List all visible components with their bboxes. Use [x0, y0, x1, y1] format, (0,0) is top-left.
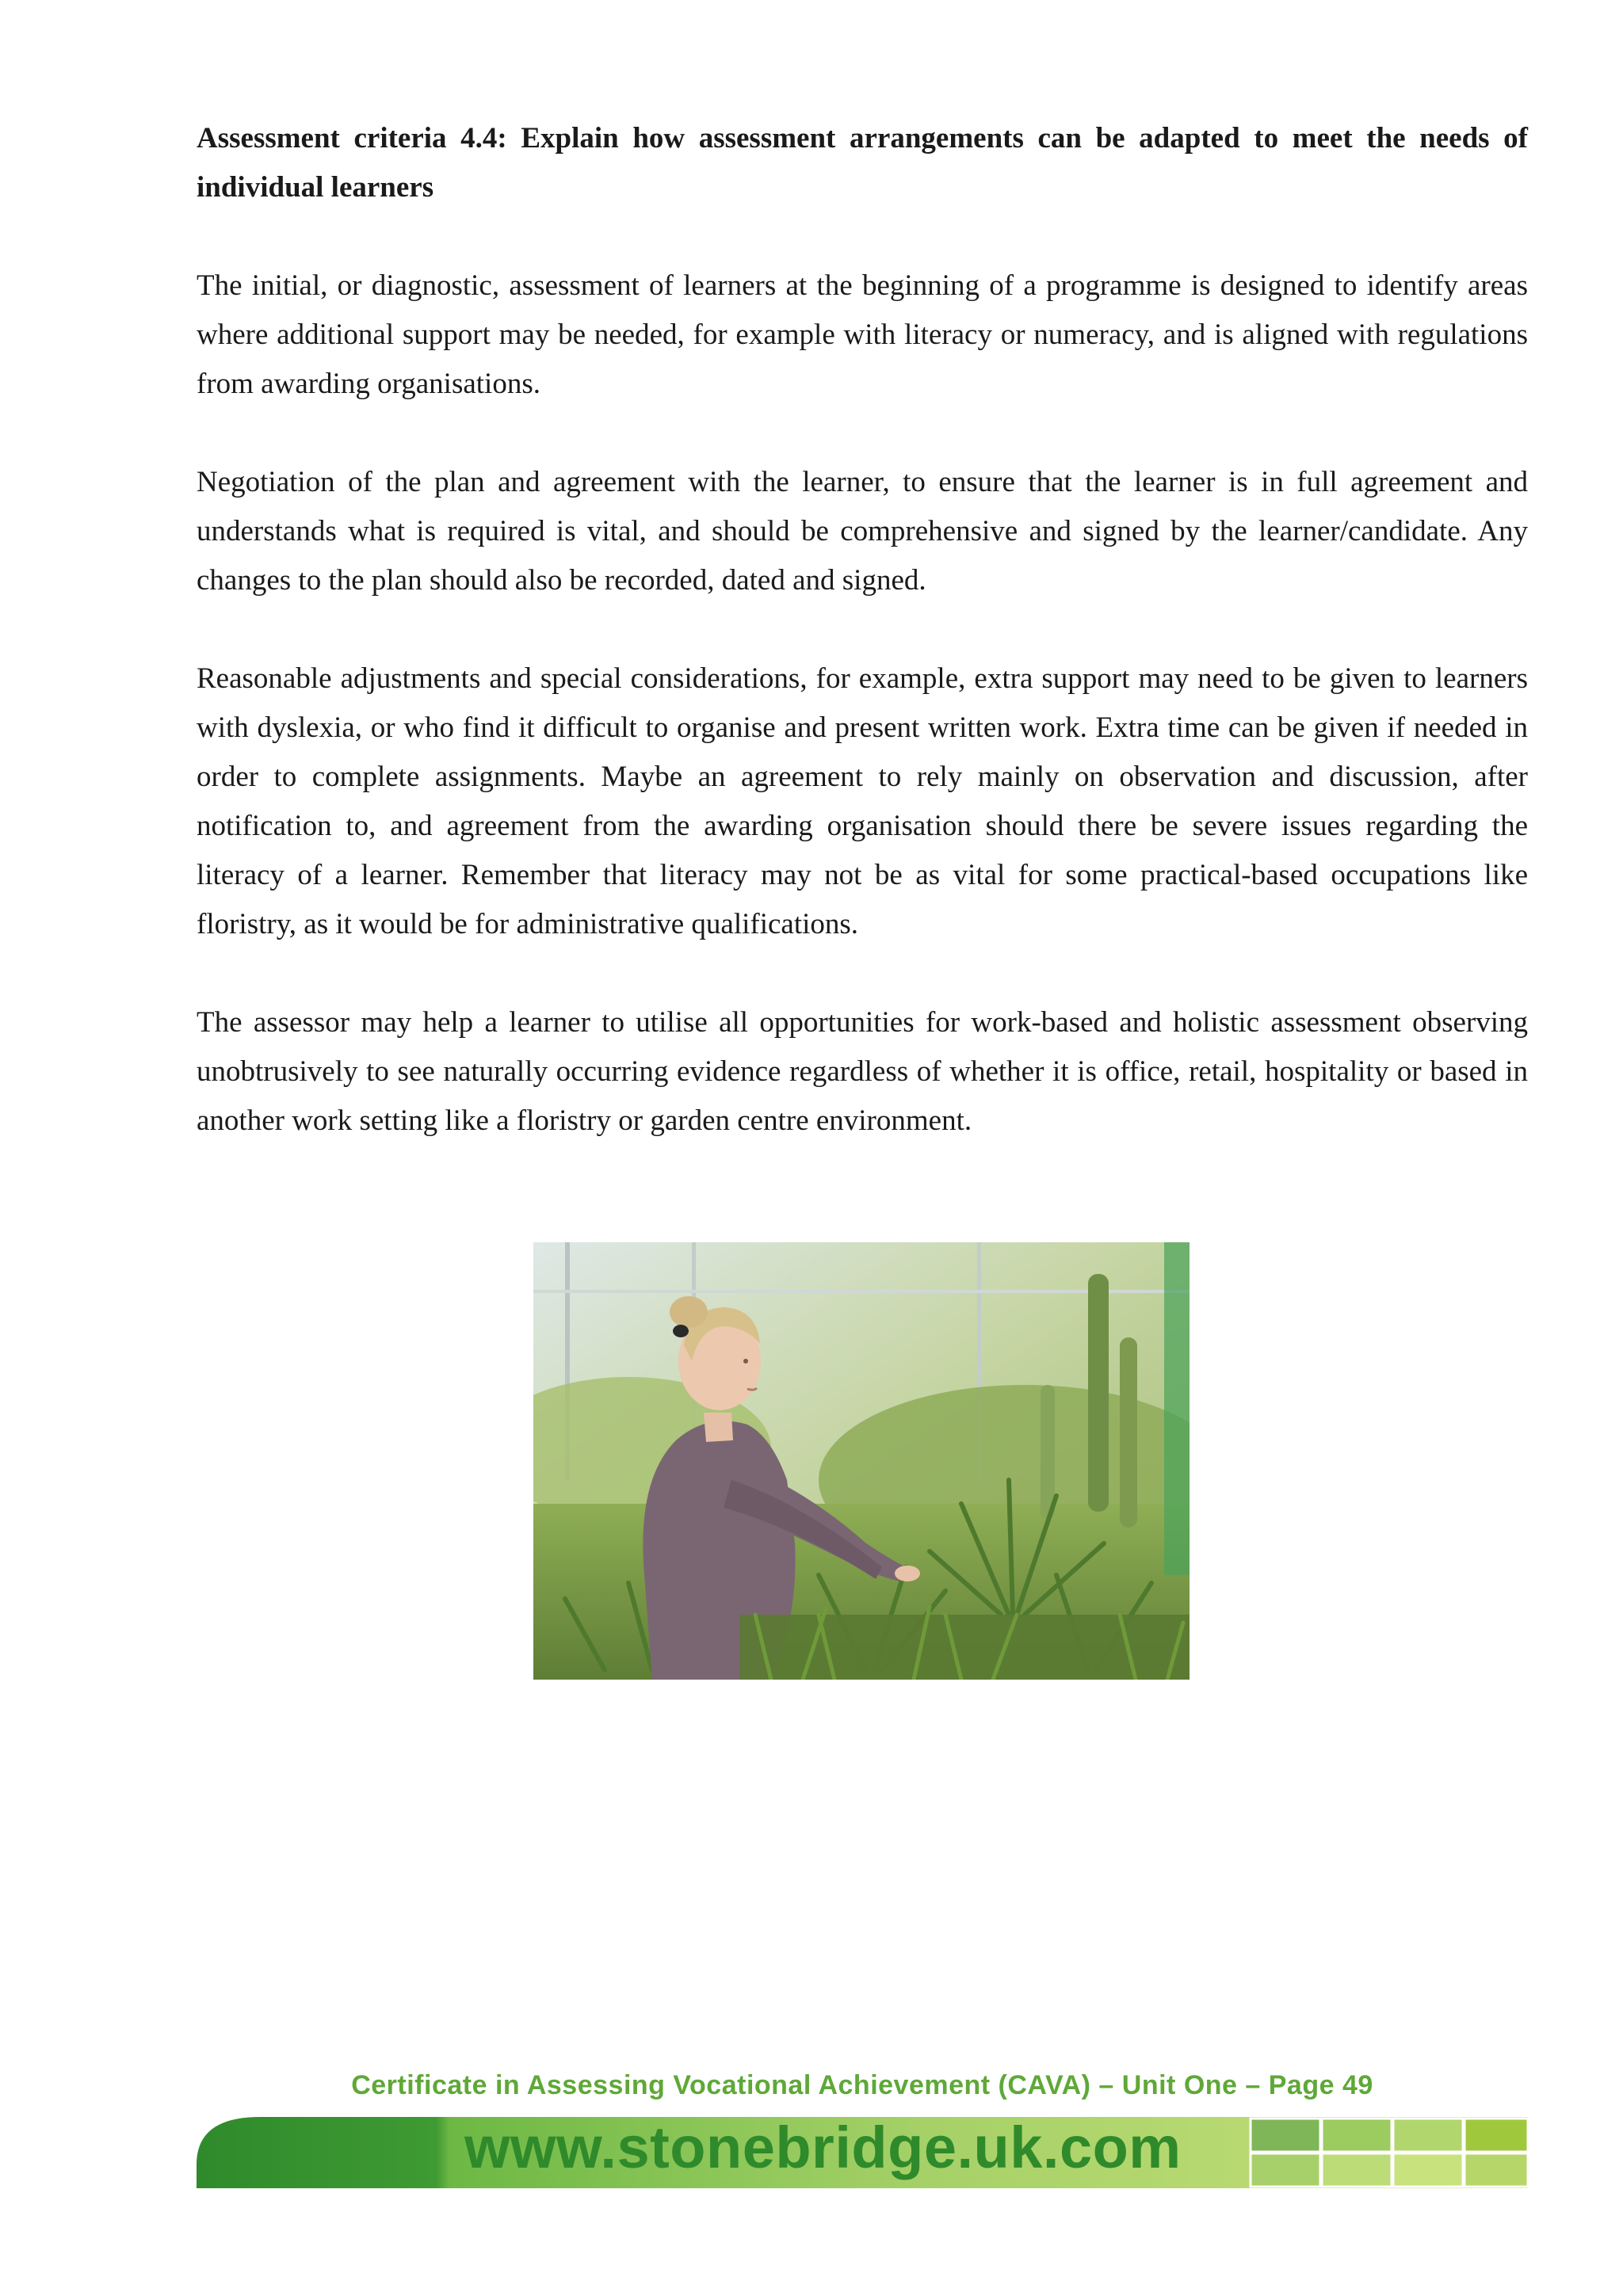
- section-heading: Assessment criteria 4.4: Explain how assessment arrangements can be adapted to meet the needs of individual learners: [197, 122, 1528, 204]
- website-url[interactable]: www.stonebridge.uk.com: [464, 2115, 1182, 2180]
- paragraph-initial-assessment: The initial, or diagnostic, assessment of learners at the beginning of a programme is designed to identify areas where additional support may be needed, for example with literacy or numeracy, and is aligned with regulations from awarding organisations.: [197, 269, 1528, 400]
- greenhouse-photo: [533, 1242, 1190, 1680]
- document-body: [197, 114, 1528, 1195]
- footer-caption: Certificate in Assessing Vocational Achievement (CAVA) – Unit One – Page 49: [351, 2070, 1373, 2100]
- paragraph-reasonable-adjustments: Reasonable adjustments and special considerations, for example, extra support may need to be given to learners with dyslexia, or who find it difficult to organise and present written work. Extra time can be given if needed in order to complete assignments. Maybe an agreement to rely mainly on observation and discussion, after notification to, and agreement from the awarding organisation should there be severe issues regarding the literacy of a learner. Remember that literacy may not be as vital for some practical-based occupations like floristry, as it would be for administrative qualifications.: [197, 662, 1528, 940]
- paragraph-holistic-assessment: The assessor may help a learner to utilise all opportunities for work-based and holistic assessment observing unobtrusively to see naturally occurring evidence regardless of whether it is office, retail, hospitality or based in another work setting like a floristry or garden centre environment.: [197, 1006, 1528, 1137]
- paragraph-negotiation: Negotiation of the plan and agreement with the learner, to ensure that the learner is in full agreement and understands what is required is vital, and should be comprehensive and signed by the learner/candidate. Any changes to the plan should also be recorded, dated and signed.: [197, 466, 1528, 597]
